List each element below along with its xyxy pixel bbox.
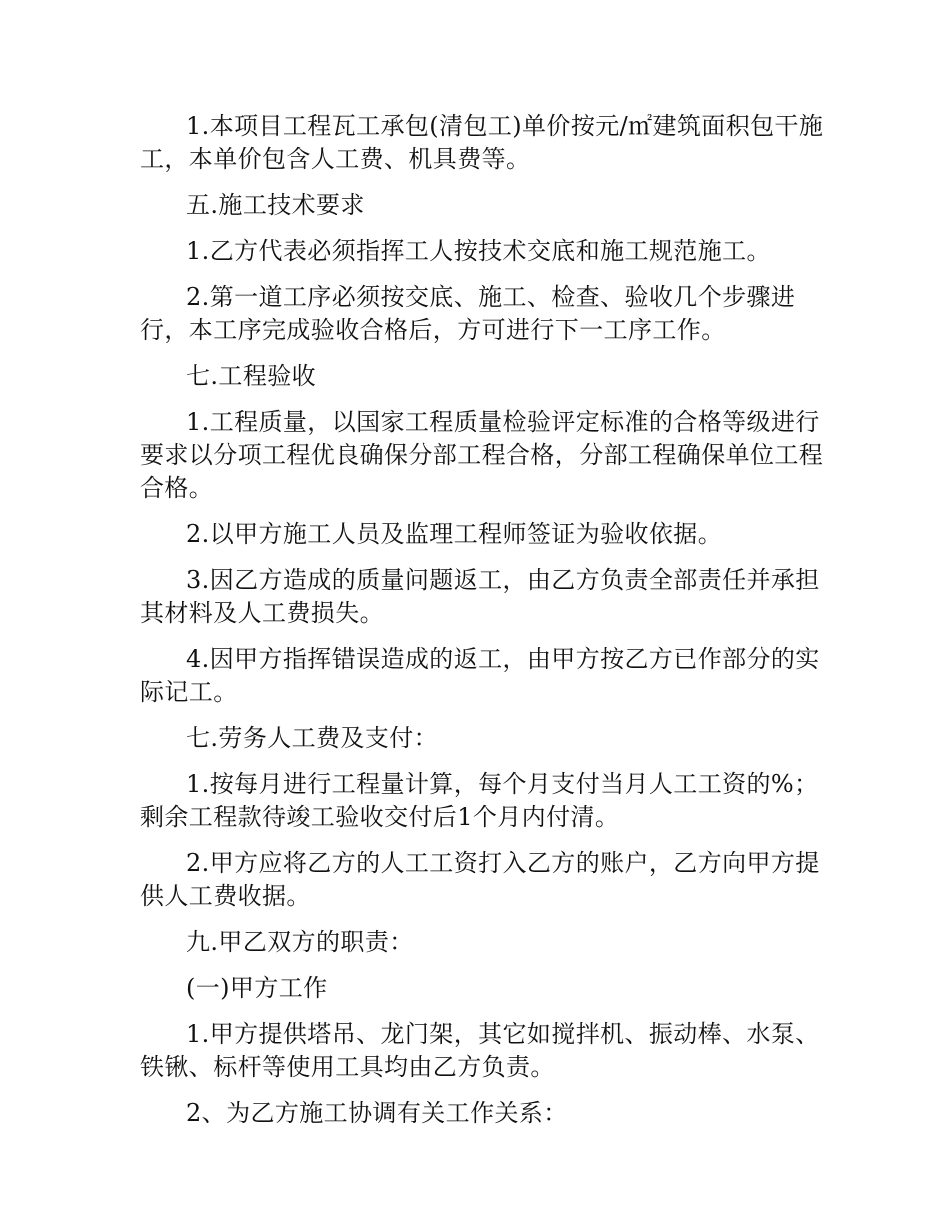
clause-payment-2: 2.甲方应将乙方的人工工资打入乙方的账户，乙方向甲方提供人工费收据。 (140, 849, 820, 910)
section-heading-acceptance: 七.工程验收 (186, 362, 317, 390)
clause-party-a-2: 2、为乙方施工协调有关工作关系： (186, 1099, 568, 1127)
section-heading-duties: 九.甲乙双方的职责： (186, 928, 414, 956)
clause-payment-1: 1.按每月进行工程量计算，每个月支付当月人工工资的%；剩余工程款待竣工验收交付后1个月内付清。 (140, 770, 819, 831)
section-heading-labor-payment: 七.劳务人工费及支付： (186, 724, 439, 752)
clause-acceptance-1: 1.工程质量，以国家工程质量检验评定标准的合格等级进行要求以分项工程优良确保分部工程合格，分部工程确保单位工程合格。 (140, 408, 824, 502)
section-heading-technical-requirements: 五.施工技术要求 (186, 191, 365, 219)
clause-acceptance-3: 3.因乙方造成的质量问题返工，由乙方负责全部责任并承担其材料及人工费损失。 (140, 566, 820, 627)
clause-unit-price: 1.本项目工程瓦工承包(清包工)单价按元/㎡建筑面积包干施工，本单价包含人工费、机具费等。 (140, 112, 824, 173)
clause-acceptance-4: 4.因甲方指挥错误造成的返工，由甲方按乙方已作部分的实际记工。 (140, 645, 820, 706)
clause-acceptance-2: 2.以甲方施工人员及监理工程师签证为验收依据。 (186, 520, 723, 548)
document-body (140, 110, 830, 1143)
subsection-heading-party-a-work: (一)甲方工作 (186, 974, 328, 1002)
clause-technical-2: 2.第一道工序必须按交底、施工、检查、验收几个步骤进行，本工序完成验收合格后，方可进行下一工序工作。 (140, 283, 796, 344)
clause-technical-1: 1.乙方代表必须指挥工人按技术交底和施工规范施工。 (186, 237, 771, 265)
clause-party-a-1: 1.甲方提供塔吊、龙门架，其它如搅拌机、振动棒、水泵、铁锹、标杆等使用工具均由乙方负责。 (140, 1020, 820, 1081)
